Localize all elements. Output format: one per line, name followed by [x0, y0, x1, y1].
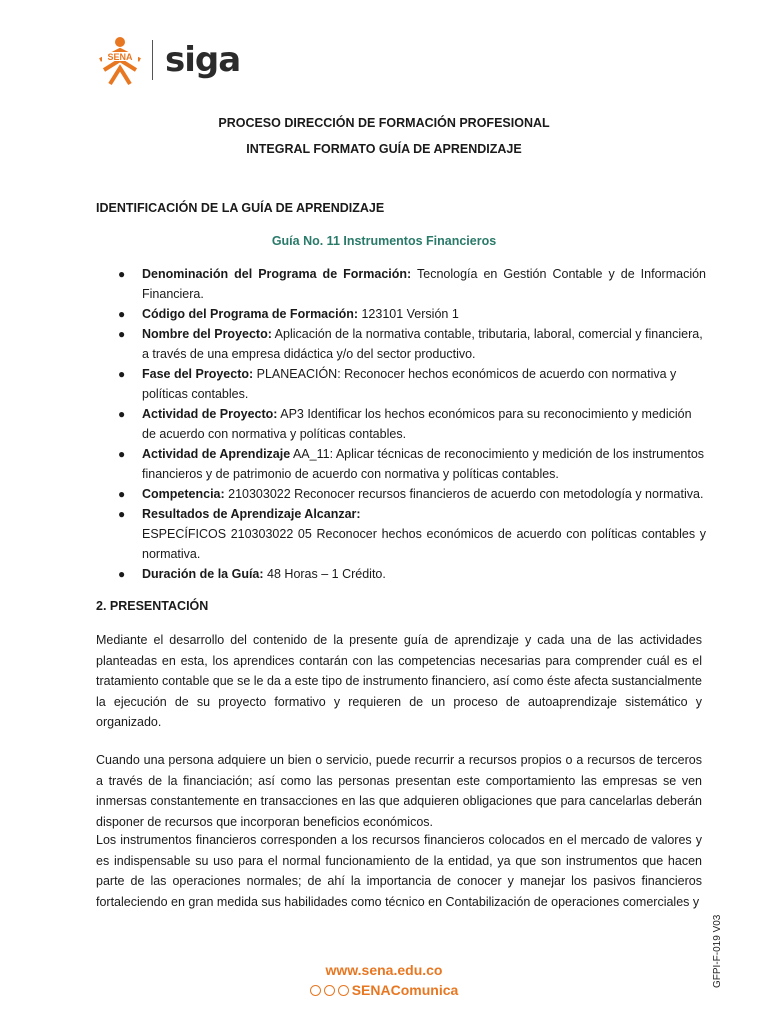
bullet-icon: ● — [118, 327, 126, 341]
logo-divider — [152, 40, 153, 80]
item-value: AP3 Identificar los hechos económicos para su reconocimiento y medición de acuerdo con normativa y políticas contables. — [142, 407, 692, 441]
presentation-paragraph: Mediante el desarrollo del contenido de la presente guía de aprendizaje y cada una de las actividades planteadas en esta, los aprendices contarán con las competencias necesarias para comprender cuál es el tratamiento contable que se le da a este tipo de instrumento financiero, así como éste afecta sustancialmente la ejecución de su proyecto formativo y requieren de un proceso de autoaprendizaje sistemático y organizado. — [96, 633, 702, 729]
social-handle[interactable]: SENAComunica — [351, 982, 459, 998]
footer-url-link[interactable]: www.sena.edu.co — [325, 962, 443, 978]
item-label: Competencia: — [142, 487, 225, 501]
process-title: PROCESO DIRECCIÓN DE FORMACIÓN PROFESIONAL — [218, 116, 550, 130]
item-label: Denominación del Programa de Formación: — [142, 267, 412, 281]
item-label: Resultados de Aprendizaje Alcanzar: — [142, 507, 361, 521]
facebook-icon — [338, 985, 349, 996]
bullet-icon: ● — [118, 307, 126, 321]
list-item — [96, 484, 706, 504]
twitter-icon — [310, 985, 321, 996]
list-item — [96, 324, 706, 364]
presentation-heading: 2. PRESENTACIÓN — [96, 599, 209, 613]
item-label: Fase del Proyecto: — [142, 367, 254, 381]
list-item — [96, 364, 706, 404]
item-label: Actividad de Aprendizaje — [142, 447, 291, 461]
siga-logo: siga — [165, 40, 241, 80]
identification-list — [96, 264, 706, 584]
item-label: Nombre del Proyecto: — [142, 327, 272, 341]
item-value: Tecnología en Gestión Contable y de Información Financiera. — [142, 267, 706, 301]
list-item — [96, 444, 706, 484]
item-value: Aplicación de la normativa contable, tributaria, laboral, comercial y financiera, a través de una empresa didáctica y/o del sector productivo. — [142, 327, 703, 361]
item-value: 123101 Versión 1 — [358, 307, 459, 321]
bullet-icon: ● — [118, 507, 126, 521]
document-header — [96, 34, 240, 86]
footer-social — [0, 982, 768, 998]
list-item — [96, 404, 706, 444]
format-title: INTEGRAL FORMATO GUÍA DE APRENDIZAJE — [246, 142, 522, 156]
presentation-paragraph: Los instrumentos financieros corresponden a los recursos financieros colocados en el mercado de valores y es indispensable su uso para el normal funcionamiento de la entidad, ya que son instrumentos que hacen parte de las operaciones normales; de ahí la importancia de conocer y manejar los pasivos financieros fortaleciendo en gran medida sus habilidades como técnico en Contabilización de operaciones comerciales y — [96, 833, 702, 909]
presentation-paragraph: Cuando una persona adquiere un bien o servicio, puede recurrir a recursos propios o a recursos de terceros a través de la financiación; así como las personas presentan este comportamiento las empresas se ven inmersas constantemente en transacciones en las que adquieren obligaciones que para cancelarlas deberán disponer de recursos que incorporan beneficios económicos. — [96, 753, 702, 829]
identification-heading: IDENTIFICACIÓN DE LA GUÍA DE APRENDIZAJE — [96, 201, 385, 215]
item-value: AA_11: Aplicar técnicas de reconocimiento y medición de los instrumentos financieros y de patrimonio de acuerdo con normativa y políticas contables. — [142, 447, 705, 481]
item-label: Actividad de Proyecto: — [142, 407, 278, 421]
form-code: GFPI-F-019 V03 — [712, 914, 723, 988]
item-value: ESPECÍFICOS 210303022 05 Reconocer hechos económicos de acuerdo con políticas contables y normativa. — [142, 527, 706, 561]
item-value: 210303022 Reconocer recursos financieros de acuerdo con metodología y normativa. — [224, 487, 704, 501]
list-item — [96, 504, 706, 564]
bullet-icon: ● — [118, 447, 126, 461]
item-label: Código del Programa de Formación: — [142, 307, 358, 321]
sena-logo-text: SENA — [107, 52, 133, 62]
bullet-icon: ● — [118, 567, 126, 581]
list-item — [96, 304, 706, 324]
instagram-icon — [324, 985, 335, 996]
bullet-icon: ● — [118, 267, 126, 281]
list-item — [96, 564, 706, 584]
bullet-icon: ● — [118, 487, 126, 501]
list-item — [96, 264, 706, 304]
bullet-icon: ● — [118, 407, 126, 421]
item-value: PLANEACIÓN: Reconocer hechos económicos de acuerdo con normativa y políticas contables. — [142, 367, 677, 401]
sena-logo-icon — [96, 34, 144, 86]
item-value: 48 Horas – 1 Crédito. — [263, 567, 386, 581]
guide-title: Guía No. 11 Instrumentos Financieros — [271, 234, 497, 248]
item-label: Duración de la Guía: — [142, 567, 264, 581]
bullet-icon: ● — [118, 367, 126, 381]
